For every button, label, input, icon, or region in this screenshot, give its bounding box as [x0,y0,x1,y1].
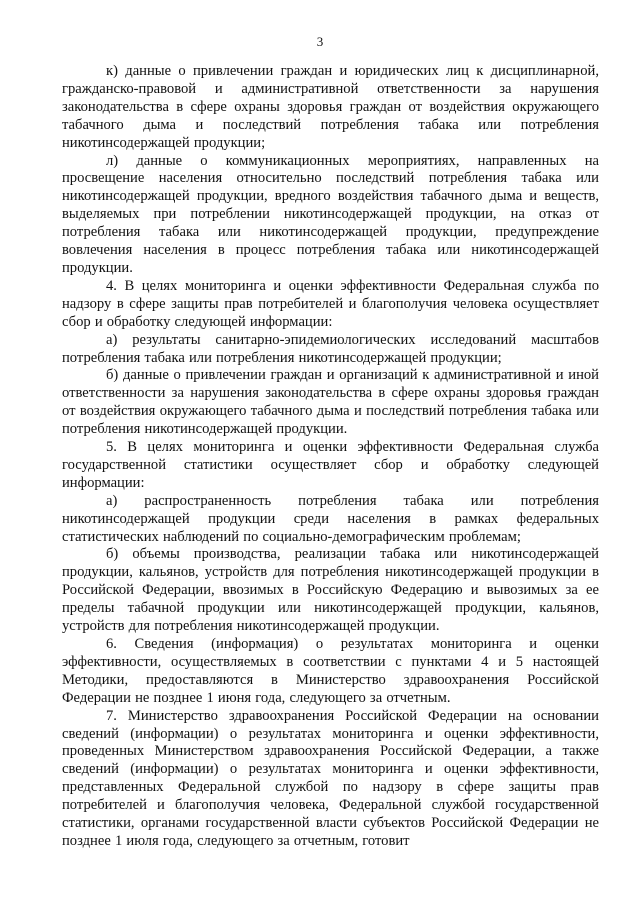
paragraph-4: 4. В целях мониторинга и оценки эффективности Федеральная служба по надзору в сфере защиты прав потребителей и благополучия человека осуществляет сбор и обработку следующей информации: [62,277,599,330]
paragraph-k: к) данные о привлечении граждан и юридических лиц к дисциплинарной, гражданско-правовой и административной ответственности за нарушения законодательства в сфере охраны здоровья граждан от воздействия окружающего табачного дыма и последствий потребления табака или потребления никотинсодержащей продукции; [62,63,599,151]
paragraph-5b: б) объемы производства, реализации табака или никотинсодержащей продукции, кальянов, устройств для потребления никотинсодержащей продукции в Российской Федерации, ввозимых в Российскую Федерацию и вывозимых за ее пределы табачной продукции или никотинсодержащей продукции, кальянов, устройств для потребления никотинсодержащей продукции. [62,546,599,635]
paragraph-6: 6. Сведения (информация) о результатах мониторинга и оценки эффективности, осуществляемых в соответствии с пунктами 4 и 5 настоящей Методики, предоставляются в Министерство здравоохранения Российской Федерации не позднее 1 июня года, следующего за отчетным. [62,636,599,706]
paragraph-5a: а) распространенность потребления табака или потребления никотинсодержащей продукции среди населения в рамках федеральных статистических наблюдений по социально-демографическим проблемам; [62,492,599,545]
paragraph-4a: а) результаты санитарно-эпидемиологических исследований масштабов потребления табака или потребления никотинсодержащей продукции; [62,331,599,366]
document-body [62,63,599,851]
page-number: 3 [316,34,324,49]
paragraph-l: л) данные о коммуникационных мероприятиях, направленных на просвещение населения относительно последствий потребления табака или никотинсодержащей продукции, вредного воздействия табачного дыма и веществ, выделяемых при потреблении никотинсодержащей продукции, на отказ от потребления табака или никотинсодержащей продукции, предупреждение вовлечения населения в процесс потребления табака или никотинсодержащей продукции. [62,152,599,276]
paragraph-5: 5. В целях мониторинга и оценки эффективности Федеральная служба государственной статистики осуществляет сбор и обработку следующей информации: [62,439,599,491]
paragraph-7: 7. Министерство здравоохранения Российской Федерации на основании сведений (информации) о результатах мониторинга и оценки эффективности, проведенных Министерством здравоохранения Российской Федерации, а также сведений (информации) о результатах мониторинга и оценки эффективности, представленных Федеральной службой по надзору в сфере защиты прав потребителей и благополучия человека, Федеральной службой государственной статистики, органами государственной власти субъектов Российской Федерации не позднее 1 июля года, следующего за отчетным, готовит [62,707,599,849]
paragraph-4b: б) данные о привлечении граждан и организаций к административной и иной ответственности за нарушения законодательства в сфере охраны здоровья граждан от воздействия окружающего табачного дыма и последствий потребления табака или потребления никотинсодержащей продукции. [62,367,599,438]
